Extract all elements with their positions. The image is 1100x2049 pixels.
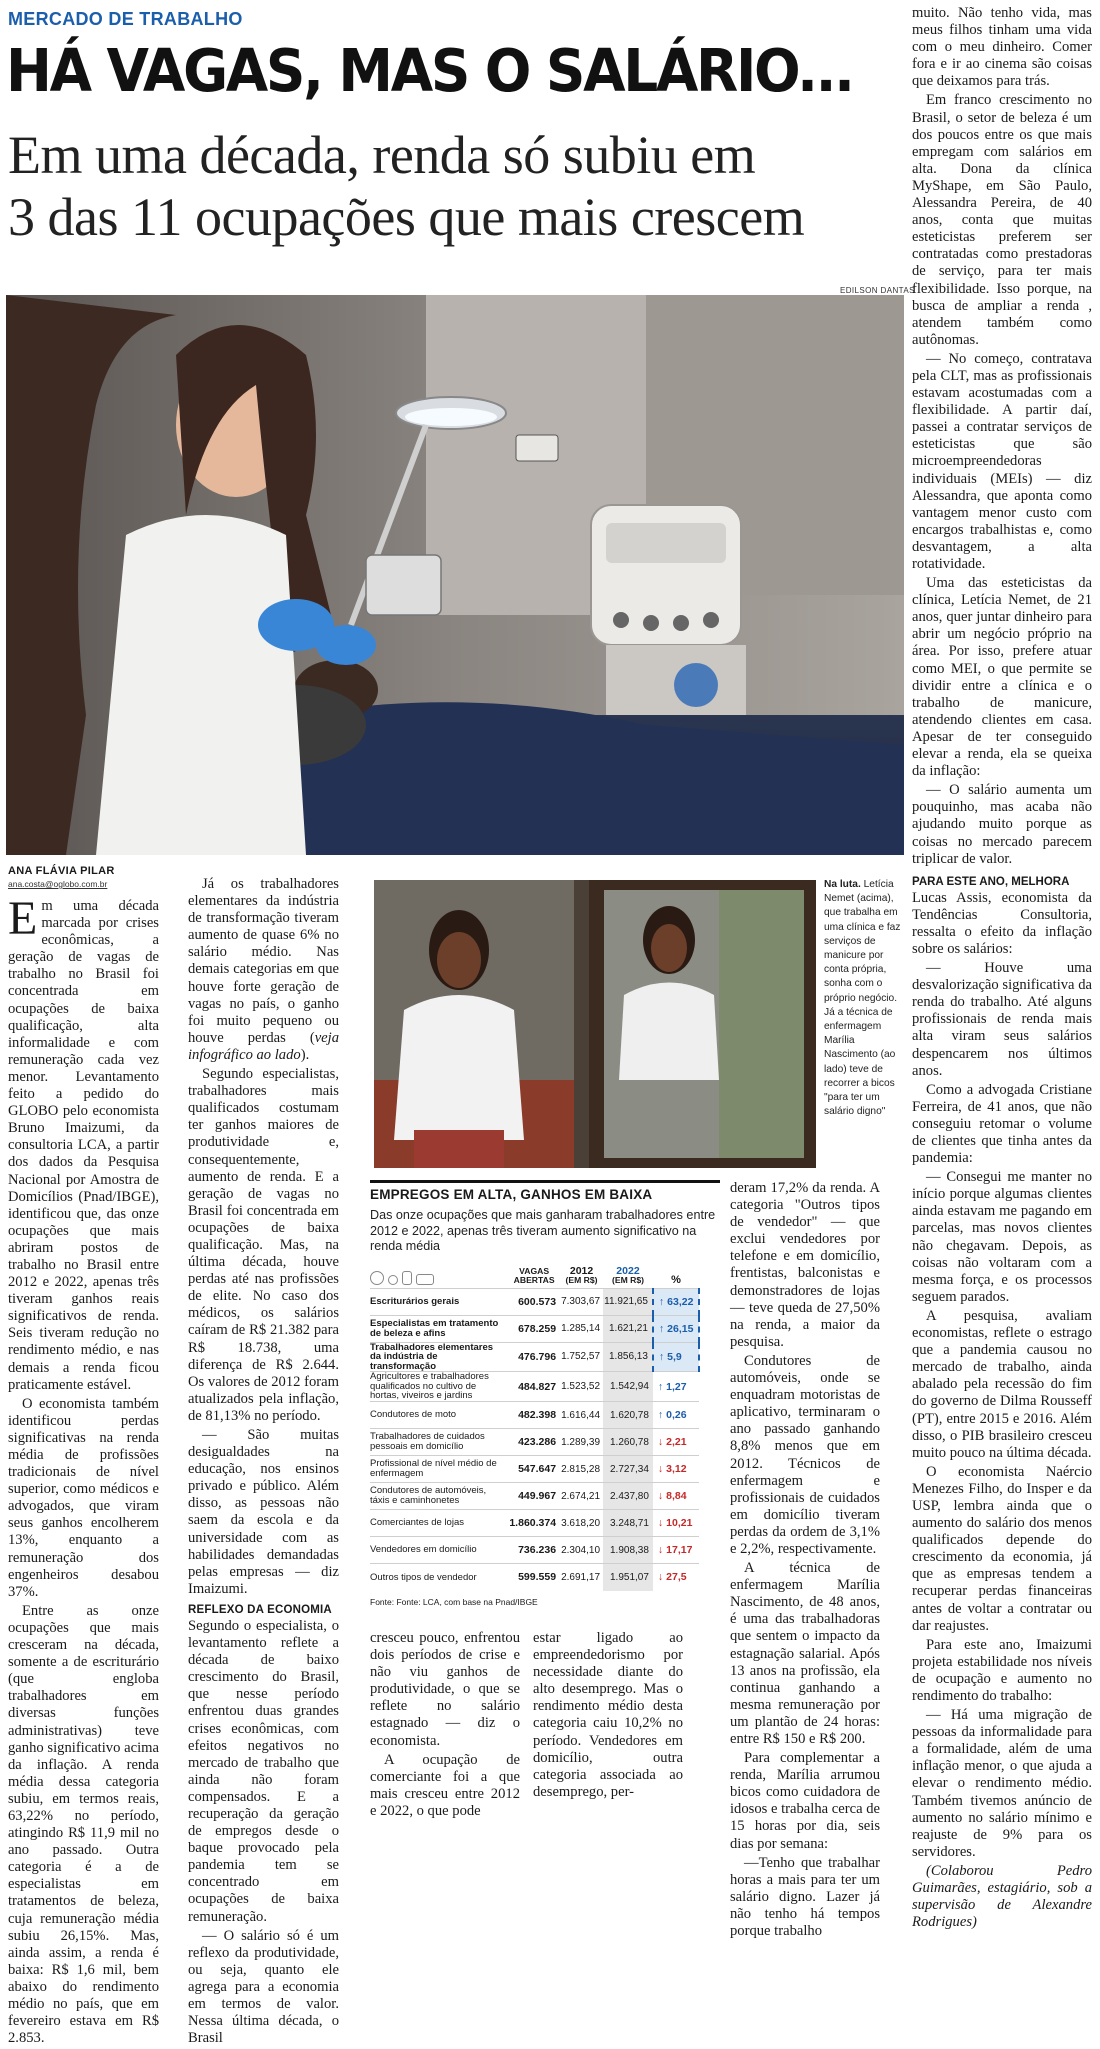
arrow-up-icon: ↑ <box>657 1380 664 1393</box>
value-2012-cell: 2.674,21 <box>560 1483 603 1510</box>
infographic-icons <box>370 1261 508 1285</box>
paragraph: — Há uma migração de pessoas da informalidade para a formalidade, além de uma inflação menor, o que ajuda a elevar o rendimento médio. Também tivemos anúncio de aumento no salário mínimo e reajuste de 9% para os servidores. <box>912 1707 1092 1860</box>
table-row <box>370 1342 699 1372</box>
change-pct-value: 0,26 <box>666 1409 687 1422</box>
value-2022-cell: 1.542,94 <box>603 1372 653 1402</box>
gear-icon <box>370 1271 384 1285</box>
vagas-cell: 736.236 <box>508 1537 560 1564</box>
paragraph: — No começo, contratava pela CLT, mas as profissionais estavam acostumadas com a flexibilidade. A partir daí, passei a contratar serviços de esteticistas que são microempreendedoras individuais (MEIs) — diz Alessandra, que aponta como vantagem menor custo com encargos trabalhistas e, como desvantagem, a alta rotatividade. <box>912 350 1092 572</box>
change-pct-cell <box>653 1429 699 1456</box>
vagas-cell: 449.967 <box>508 1483 560 1510</box>
header-2022: 2022 (EM R$) <box>611 1264 644 1285</box>
arrow-up-icon: ↑ <box>658 1350 665 1363</box>
change-pct-cell <box>653 1342 699 1372</box>
occupation-cell: Comerciantes de lojas <box>370 1510 508 1537</box>
value-2022-cell: 1.621,21 <box>603 1315 653 1342</box>
column-5 <box>730 1180 880 1942</box>
second-photo <box>374 880 816 1168</box>
change-pct-value: 17,17 <box>666 1544 693 1557</box>
paragraph: A pesquisa, avaliam economistas, reflete o estrago que a pandemia causou no mercado de trabalho, ainda abalado pela recessão do fim do governo de Dilma Rousseff (PT), entre 2015 e 2016. Além disso, o PIB brasileiro cresceu muito pouco na última década. <box>912 1307 1092 1461</box>
change-pct-cell <box>653 1564 699 1591</box>
value-2022-cell: 1.260,78 <box>603 1429 653 1456</box>
drop-cap: E <box>8 892 38 945</box>
arrow-up-icon: ↑ <box>658 1295 665 1308</box>
table-row <box>370 1456 699 1483</box>
paragraph: Segundo especialistas, trabalhadores mais qualificados costumam ter ganhos maiores de produtividade e, consequentemente, aumento de renda. E a geração de vagas no Brasil foi concentrada em ocupações de baixa qualificação. Mas, na última década, houve perdas até nas profissões de elite. No caso dos médicos, os salários caíram de R$ 21.382 para R$ 18.738, uma diferença de R$ 2.644. Os valores de 2012 foram atualizados pela inflação, de 81,13% no período. <box>188 1066 339 1424</box>
occupation-cell: Profissional de nível médio de enfermagem <box>370 1456 508 1483</box>
arrow-down-icon: ↓ <box>657 1571 664 1584</box>
value-2012-cell: 1.752,57 <box>560 1342 603 1372</box>
paragraph: —Tenho que trabalhar horas a mais para ter um salário digno. Lazer já não tenho há tempos porque trabalho <box>730 1854 880 1940</box>
column-1 <box>8 892 159 2049</box>
main-photo <box>6 295 904 855</box>
value-2022-cell: 11.921,65 <box>603 1288 653 1315</box>
paragraph: — Consegui me manter no início porque algumas clientes ainda estavam me pagando em parcelas, mas novos clientes não chegavam. Depois, as coisas não voltaram com a mesma força, e os processos seguem parados. <box>912 1169 1092 1305</box>
occupation-cell: Condutores de moto <box>370 1402 508 1429</box>
occupation-cell: Especialistas em tratamento de beleza e afins <box>370 1315 508 1342</box>
arrow-down-icon: ↓ <box>657 1436 664 1449</box>
vagas-cell: 547.647 <box>508 1456 560 1483</box>
infographic <box>370 1180 720 1607</box>
paragraph: muito. Não tenho vida, mas meus filhos tinham uma vida com o meu dinheiro. Comer fora e ir ao cinema são coisas que deixamos para trás. <box>912 5 1092 90</box>
paragraph: cresceu pouco, enfrentou dois períodos de crise e não viu ganhos de produtividade, o que se reflete no salário estagnado — diz o economista. <box>370 1630 520 1749</box>
table-row <box>370 1510 699 1537</box>
table-row <box>370 1429 699 1456</box>
change-pct-cell <box>653 1510 699 1537</box>
paragraph: Segundo o especialista, o levantamento reflete a década de baixo crescimento do Brasil, que nesse período enfrentou duas grandes crises econômicas, com efeitos negativos no mercado de trabalho que ainda não foram compensados. E a recuperação da geração de empregos desde o baque provocado pela pandemia tem se concentrado em ocupações de baixa remuneração. <box>188 1617 339 1925</box>
change-pct-value: 5,9 <box>667 1350 682 1363</box>
table-row <box>370 1288 699 1315</box>
subtitle-line-1: Em uma década, renda só subiu em <box>8 125 756 185</box>
occupation-cell: Outros tipos de vendedor <box>370 1564 508 1591</box>
paragraph: A ocupação de comerciante foi a que mais cresceu entre 2012 e 2022, o que pode <box>370 1751 520 1819</box>
table-row <box>370 1483 699 1510</box>
paragraph: O economista também identificou perdas significativas na renda média de profissões tradicionais de nível superior, como médicos e advogados, que viram seus ganhos encolherem 13%, enquanto a remuneração dos engenheiros desabou 37%. <box>8 1395 159 1600</box>
value-2012-cell: 1.523,52 <box>560 1372 603 1402</box>
paragraph: deram 17,2% da renda. A categoria "Outros tipos de vendedor" — que exclui vendedores por telefone e em domicílio, frentistas, balconistas e demonstradores de lojas — teve queda de 27,50% na renda, a maior da pesquisa. <box>730 1180 880 1350</box>
paragraph: — São muitas desigualdades na educação, nos ensinos privado e público. Além disso, as pessoas não saem da escola e da universidade com as habilidades demandadas pelas empresas — diz Imaizumi. <box>188 1427 339 1597</box>
author-name: ANA FLÁVIA PILAR <box>8 865 115 877</box>
change-pct-value: 10,21 <box>666 1517 693 1530</box>
change-pct-value: 1,27 <box>666 1380 687 1393</box>
occupation-cell: Agricultores e trabalhadores qualificados no cultivo de hortas, viveiros e jardins <box>370 1372 508 1402</box>
vagas-cell: 1.860.374 <box>508 1510 560 1537</box>
headline: HÁ VAGAS, MAS O SALÁRIO... <box>6 36 853 105</box>
column-4-bottom <box>533 1630 683 1803</box>
change-pct-value: 8,84 <box>666 1490 687 1503</box>
arrow-up-icon: ↑ <box>657 1409 664 1422</box>
subtitle <box>8 124 908 248</box>
arrow-down-icon: ↓ <box>657 1490 664 1503</box>
change-pct-value: 26,15 <box>667 1322 694 1335</box>
paragraph: Para este ano, Imaizumi projeta estabilidade nos níveis de ocupação e aumento no rendimento do trabalho: <box>912 1636 1092 1704</box>
occupation-cell: Condutores de automóveis, táxis e caminhonetes <box>370 1483 508 1510</box>
value-2022-cell: 2.437,80 <box>603 1483 653 1510</box>
lead-paragraph: Em uma década marcada por crises econômicas, a geração de vagas de trabalho no Brasil foi concentrada em ocupações de baixa qualificação, alta informalidade e com remuneração cada vez menor. Levantamento feito a pedido do GLOBO pelo economista Bruno Imaizumi, da consultoria LCA, a partir dos dados da Pesquisa Nacional por Amostra de Domicílios (Pnad/IBGE), identificou que, das onze ocupações que mais abriram postos de trabalho no Brasil entre 2012 e 2022, apenas três tiveram ganhos reais significativos de renda. Seis tiveram redução no rendimento médio, e nas demais a renda ficou praticamente estável. <box>8 892 159 1393</box>
arrow-up-icon: ↑ <box>658 1322 665 1335</box>
change-pct-cell <box>653 1456 699 1483</box>
photo-credit: EDILSON DANTAS <box>840 286 915 295</box>
paragraph: Em franco crescimento no Brasil, o setor de beleza é um dos poucos entre os que mais empregam com salários em alta. Dona da clínica MyShape, em São Paulo, Alessandra Pereira, de 40 anos, conta que muitas esteticistas preferem ser contratadas como prestadoras de serviço, para ter mais flexibilidade. Isso porque, na busca de ampliar a renda , atendem também como autônomas. <box>912 92 1092 348</box>
arrow-down-icon: ↓ <box>657 1544 664 1557</box>
occupation-cell: Trabalhadores de cuidados pessoais em domicílio <box>370 1429 508 1456</box>
occupation-cell: Trabalhadores elementares da indústria de transformação <box>370 1342 508 1372</box>
nurse-photo-illustration <box>374 880 816 1168</box>
table-row <box>370 1537 699 1564</box>
column-6 <box>912 5 1092 1933</box>
infographic-table <box>370 1261 700 1591</box>
money-icon <box>416 1274 434 1285</box>
vagas-cell: 599.559 <box>508 1564 560 1591</box>
infographic-source: Fonte: Fonte: LCA, com base na Pnad/IBGE <box>370 1596 538 1607</box>
table-row <box>370 1564 699 1591</box>
arrow-down-icon: ↓ <box>657 1517 664 1530</box>
value-2022-cell: 1.856,13 <box>603 1342 653 1372</box>
occupation-cell: Escriturários gerais <box>370 1288 508 1315</box>
credits-note: (Colaborou Pedro Guimarães, estagiário, sob a supervisão de Alexandre Rodrigues) <box>912 1862 1092 1931</box>
change-pct-cell <box>653 1288 699 1315</box>
value-2012-cell: 2.304,10 <box>560 1537 603 1564</box>
table-row <box>370 1372 699 1402</box>
vagas-cell: 482.398 <box>508 1402 560 1429</box>
vagas-cell: 484.827 <box>508 1372 560 1402</box>
header-2012: 2012 (EM R$) <box>565 1264 598 1285</box>
paragraph: estar ligado ao empreendedorismo por necessidade diante do alto desemprego. Mas o rendimento médio desta categoria caiu 10,2% no período. Vendedores em domicílio, outra categoria associada ao desemprego, per- <box>533 1630 683 1800</box>
vagas-cell: 678.259 <box>508 1315 560 1342</box>
header-pct: % <box>671 1273 681 1286</box>
value-2022-cell: 1.620,78 <box>603 1402 653 1429</box>
caption-text: Letícia Nemet (acima), que trabalha em uma clínica e faz serviços de manicure por conta própria, sonha com o próprio negócio. Já a técnica de enfermagem Marília Nascimento (ao lado) teve de recorrer a bicos "para ter um salário digno" <box>824 879 901 1118</box>
arrow-down-icon: ↓ <box>657 1463 664 1476</box>
change-pct-value: 3,12 <box>666 1463 687 1476</box>
change-pct-cell <box>653 1402 699 1429</box>
paragraph: Como a advogada Cristiane Ferreira, de 41 anos, que não conseguiu retomar o volume de clientes que tinha antes da pandemia: <box>912 1081 1092 1167</box>
section-label: MERCADO DE TRABALHO <box>8 9 243 29</box>
infographic-title: EMPREGOS EM ALTA, GANHOS EM BAIXA <box>370 1180 720 1202</box>
table-row <box>370 1402 699 1429</box>
paragraph: — Houve uma desvalorização significativa da renda do trabalho. Até alguns profissionais de renda mais alta viram seus salários despencarem nos últimos anos. <box>912 960 1092 1079</box>
paragraph: — O salário só é um reflexo da produtividade, ou seja, quanto ele agrega para a economia em termos de valor. Nessa última década, o Brasil <box>188 1927 339 2047</box>
value-2012-cell: 2.691,17 <box>560 1564 603 1591</box>
change-pct-cell <box>653 1483 699 1510</box>
paragraph: A técnica de enfermagem Marília Nascimento, de 48 anos, é uma das trabalhadoras que sentem o impacto da estagnação salarial. Após 13 anos na profissão, ela continua ganhando a mesma remuneração por um plantão de 24 horas: entre R$ 150 e R$ 200. <box>730 1560 880 1747</box>
paragraph: Entre as onze ocupações que mais cresceram na década, somente a de escriturário (que engloba trabalhadores em diversas funções administrativas) teve ganho significativo acima da inflação. A renda média dessa categoria subiu, em termos reais, 63,22% no período, atingindo R$ 11,9 mil no ano passado. Outra categoria é a de especialistas em tratamentos de beleza, cuja remuneração média subiu 26,15%. Mas, ainda assim, a renda é baixa: R$ 1,6 mil, bem abaixo do rendimento médio no país, que em fevereiro estava em R$ 2.853. <box>8 1602 159 2047</box>
paragraph: Para complementar a renda, Marília arrumou bicos como cuidadora de idosos e trabalha cerca de 15 horas por dia, seis dias por semana: <box>730 1750 880 1852</box>
subhead-para-este-ano: PARA ESTE ANO, MELHORA <box>912 875 1070 888</box>
change-pct-value: 2,21 <box>666 1436 687 1449</box>
paragraph: Já os trabalhadores elementares da indústria de transformação tiveram aumento de quase 6% no salário médio. Nas demais categorias em que houve forte geração de vagas no país, o ganho foi muito pequeno ou houve perdas (veja infográfico ao lado). <box>188 876 339 1063</box>
paragraph: Condutores de automóveis, onde se enquadram motoristas de aplicativo, terminaram o ano passado ganhando 8,8% menos que em 2012. Técnicos de enfermagem e profissionais de cuidados em domicílio tiveram perdas da ordem de 3,1% e 2,2%, respectivamente. <box>730 1352 880 1557</box>
value-2012-cell: 1.616,44 <box>560 1402 603 1429</box>
photo-caption <box>824 878 908 1119</box>
vagas-cell: 423.286 <box>508 1429 560 1456</box>
esthetician-photo-illustration <box>6 295 904 855</box>
change-pct-value: 27,5 <box>666 1571 687 1584</box>
table-row <box>370 1315 699 1342</box>
value-2022-cell: 1.951,07 <box>603 1564 653 1591</box>
change-pct-cell <box>653 1537 699 1564</box>
paragraph: — O salário aumenta um pouquinho, mas acaba não ajudando muito porque as coisas no mercado parecem triplicar de valor. <box>912 782 1092 867</box>
subtitle-line-2: 3 das 11 ocupações que mais crescem <box>8 187 805 247</box>
value-2012-cell: 1.289,39 <box>560 1429 603 1456</box>
value-2012-cell: 3.618,20 <box>560 1510 603 1537</box>
gear-icon <box>388 1275 398 1285</box>
caption-lead: Na luta. <box>824 879 861 890</box>
infographic-reference: veja infográfico ao lado <box>188 1029 339 1063</box>
change-pct-cell <box>653 1372 699 1402</box>
author-email-link[interactable]: ana.costa@oglobo.com.br <box>8 879 108 889</box>
header-vagas: VAGAS ABERTAS <box>513 1265 555 1285</box>
icons-cell <box>370 1261 508 1289</box>
value-2022-cell: 1.908,38 <box>603 1537 653 1564</box>
change-pct-cell <box>653 1315 699 1342</box>
vagas-cell: 600.573 <box>508 1288 560 1315</box>
occupation-cell: Vendedores em domicílio <box>370 1537 508 1564</box>
vagas-cell: 476.796 <box>508 1342 560 1372</box>
value-2022-cell: 2.727,34 <box>603 1456 653 1483</box>
value-2022-cell: 3.248,71 <box>603 1510 653 1537</box>
paragraph: Uma das esteticistas da clínica, Letícia Nemet, de 21 anos, quer juntar dinheiro para abrir um negócio próprio na área. Por isso, prefere atuar como MEI, o que permite se dividir entre a clínica e o trabalho de manicure, atendendo clientes em casa. Apesar de ter conseguido elevar a renda, ela se queixa da inflação: <box>912 575 1092 780</box>
column-3-bottom <box>370 1630 520 1822</box>
subhead-reflexo: REFLEXO DA ECONOMIA <box>188 1603 332 1616</box>
hourglass-icon <box>402 1271 412 1285</box>
value-2012-cell: 7.303,67 <box>560 1288 603 1315</box>
value-2012-cell: 1.285,14 <box>560 1315 603 1342</box>
paragraph: O economista Naércio Menezes Filho, do Insper e da USP, lembra ainda que o aumento do salário dos menos qualificados depende do crescimento da economia, já que as empresas tendem a recuperar perdas financeiras antes de voltar a contratar ou dar reajustes. <box>912 1463 1092 1634</box>
paragraph: Lucas Assis, economista da Tendências Consultoria, ressalta o efeito da inflação sobre os salários: <box>912 889 1092 957</box>
infographic-subtitle: Das onze ocupações que mais ganharam trabalhadores entre 2012 e 2022, apenas três tiveram aumento significativo na renda média <box>370 1208 716 1253</box>
value-2012-cell: 2.815,28 <box>560 1456 603 1483</box>
column-2 <box>188 876 339 2049</box>
change-pct-value: 63,22 <box>667 1295 694 1308</box>
